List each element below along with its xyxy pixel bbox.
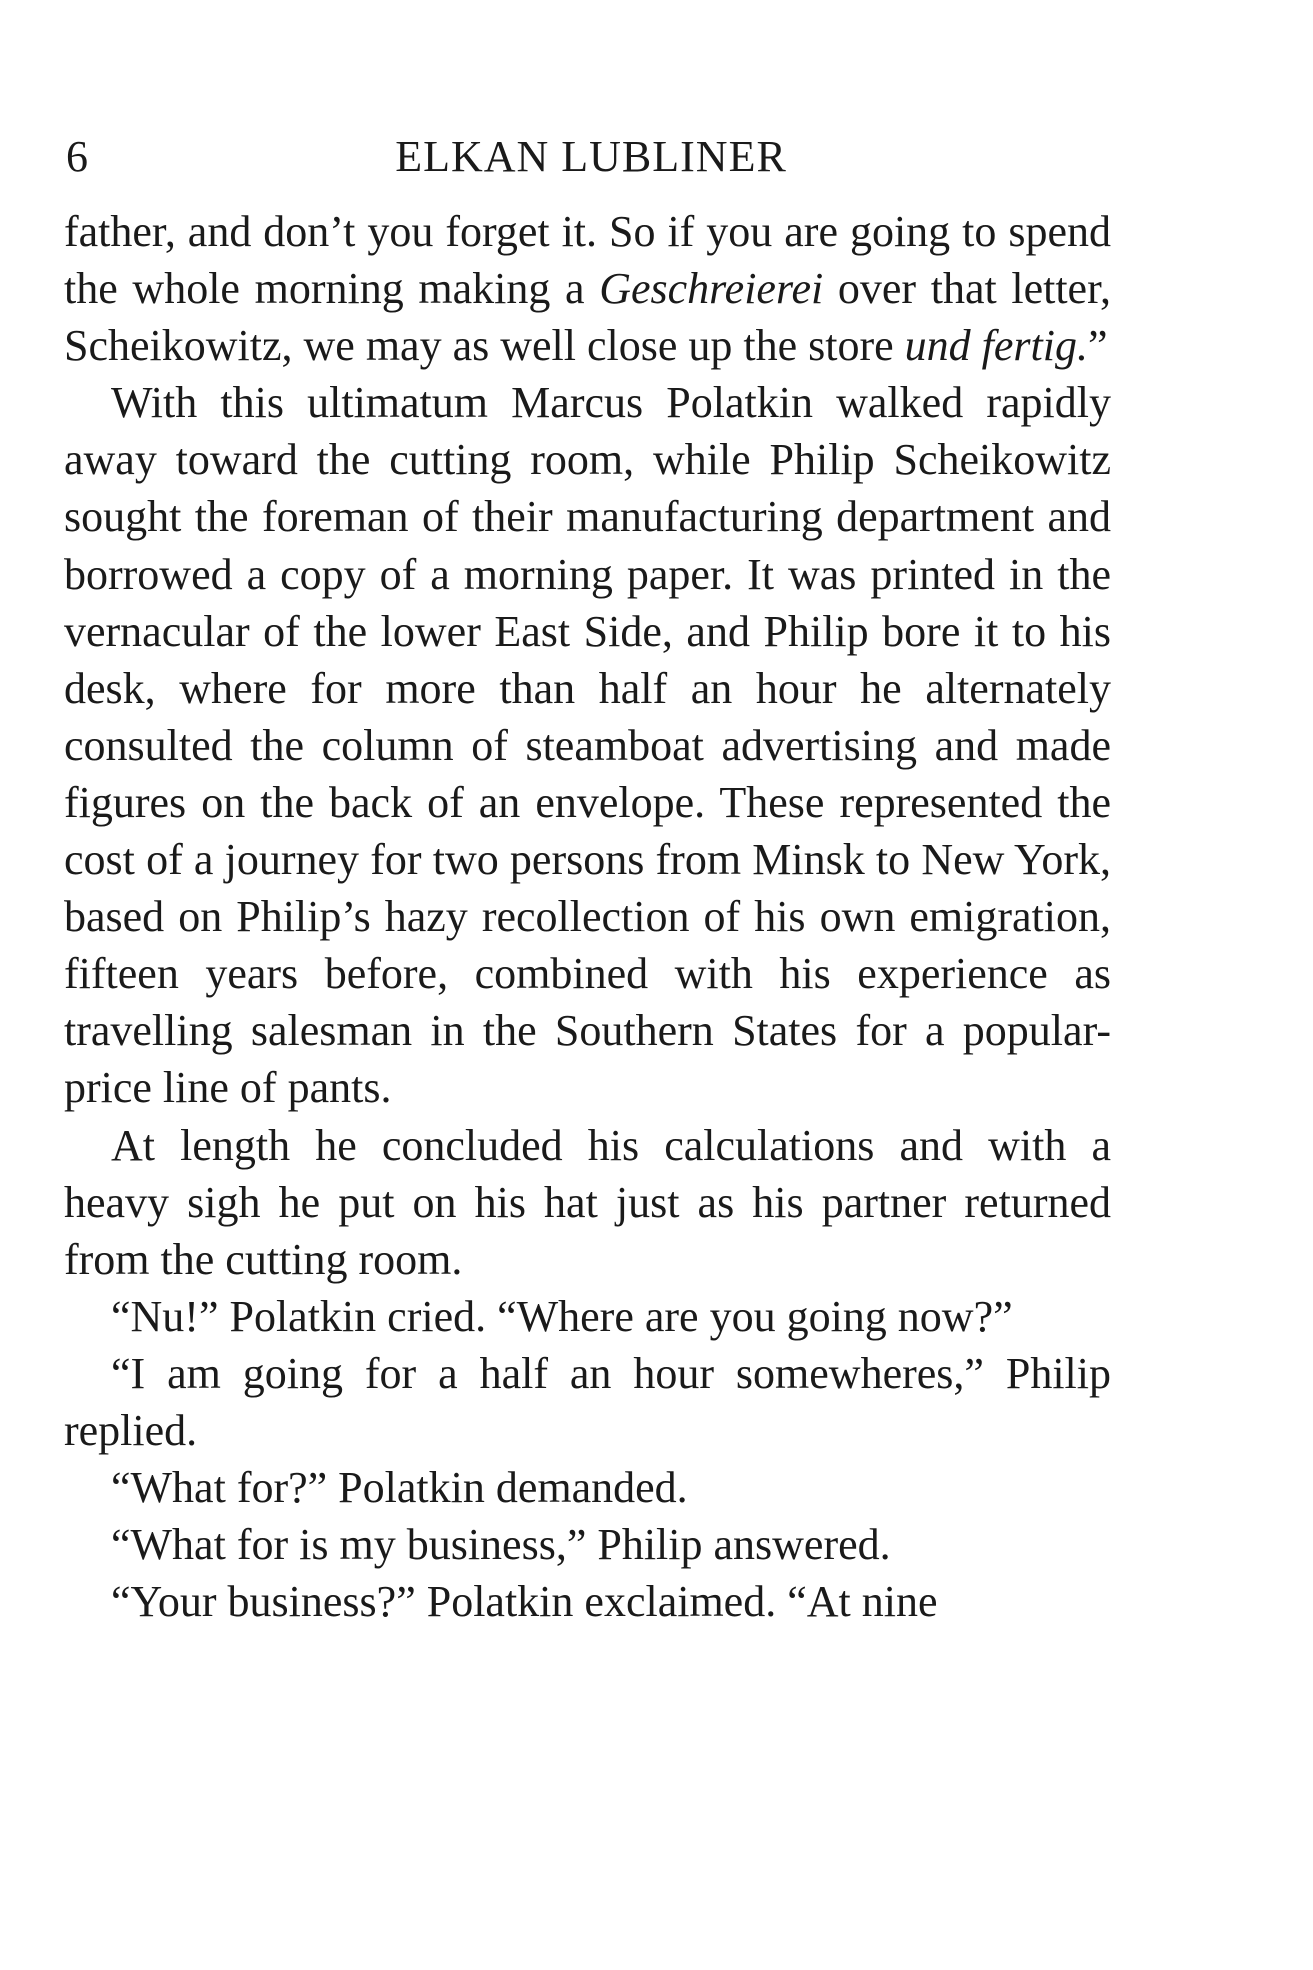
body-text — [64, 203, 1111, 1630]
text-run: “Your business?” Polatkin exclaimed. “At nine — [111, 1577, 938, 1627]
italic-phrase: Geschreierei — [599, 264, 824, 314]
text-run: over that letter, Scheikowitz, we may as well close up the store — [64, 264, 1111, 371]
text-run: “Nu!” Polatkin cried. “Where are you going now?” — [111, 1291, 1013, 1341]
text-run: With this ultimatum Marcus Polatkin walked rapidly away toward the cutting room, while Philip Scheikowitz sought the foreman of their manufacturing department and borrowed a copy of a morning paper. It was printed in the vernacular of the lower East Side, and Philip bore it to his desk, where for more than half an hour he alternately consulted the column of steamboat advertising and made figures on the back of an envelope. These represented the cost of a journey for two persons from Minsk to New York, based on Philip’s hazy recollection of his own emigration, fifteen years before, combined with his experience as travelling salesman in the Southern States for a popular-price line of pants. — [64, 378, 1111, 1113]
paragraph — [64, 1288, 1111, 1345]
paragraph — [64, 1345, 1111, 1459]
paragraph — [64, 1117, 1111, 1288]
paragraph — [64, 1459, 1111, 1516]
paragraph — [64, 374, 1111, 1116]
text-run: “I am going for a half an hour somewheres,” Philip replied. — [64, 1348, 1111, 1455]
text-run: At length he concluded his calculations and with a heavy sigh he put on his hat just as his partner returned from the cutting room. — [64, 1120, 1111, 1284]
running-head: ELKAN LUBLINER — [395, 132, 787, 181]
text-run: father, and don’t you forget it. So if you are going to spend the whole morning making a — [64, 207, 1111, 314]
paragraph — [64, 1516, 1111, 1573]
text-run: ” — [1088, 321, 1108, 371]
paragraph — [64, 203, 1111, 374]
text-run: “What for?” Polatkin demanded. — [111, 1463, 688, 1513]
page-number: 6 — [66, 132, 88, 181]
italic-phrase: und fertig. — [904, 321, 1088, 371]
text-run: “What for is my business,” Philip answered. — [111, 1520, 891, 1570]
page-header — [66, 132, 1116, 182]
paragraph — [64, 1573, 1111, 1630]
